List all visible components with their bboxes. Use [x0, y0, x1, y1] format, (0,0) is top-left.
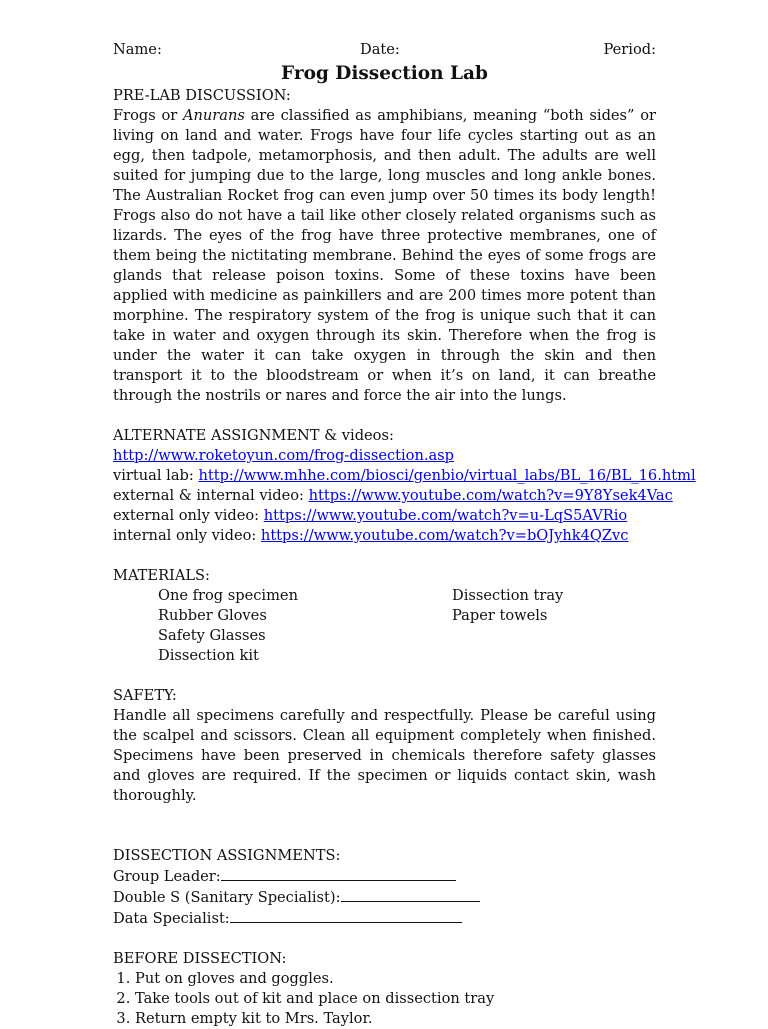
safety-paragraph: Handle all specimens carefully and respectfully. Please be careful using the scalpel and scissors. Clean all equipment completely when finished. Specimens have been preserved in chemicals therefore safety glasses and gloves are required. If the specimen or liquids contact skin, wash thoroughly.: [113, 707, 656, 804]
materials-column-2: [452, 586, 563, 626]
group-leader-label: Group Leader:: [113, 868, 221, 885]
safety-section: [113, 686, 656, 806]
prelab-heading: PRE-LAB DISCUSSION:: [113, 87, 291, 104]
materials-section: [113, 566, 656, 666]
data-specialist-blank[interactable]: [230, 908, 462, 923]
material-item: Paper towels: [452, 607, 548, 624]
ext-int-video-label: external & internal video:: [113, 487, 309, 504]
student-header: [113, 40, 656, 62]
ext-int-video-link[interactable]: https://www.youtube.com/watch?v=9Y8Ysek4Vac: [308, 487, 673, 504]
virtual-lab-link[interactable]: http://www.mhhe.com/biosci/genbio/virtual_labs/BL_16/BL_16.html: [198, 467, 696, 484]
material-item: Rubber Gloves: [158, 607, 267, 624]
before-section: [113, 949, 656, 1029]
list-item: 3. Return empty kit to Mrs. Taylor.: [135, 1009, 656, 1029]
list-item: 2. Take tools out of kit and place on dissection tray: [135, 989, 656, 1009]
material-item: Dissection tray: [452, 587, 564, 604]
name-label: Name:: [113, 41, 162, 58]
int-video-label: internal only video:: [113, 527, 261, 544]
materials-column-1: [158, 586, 298, 666]
prelab-section: [113, 86, 656, 406]
before-heading: BEFORE DISSECTION:: [113, 950, 287, 967]
double-s-blank[interactable]: [341, 887, 480, 902]
double-s-label: Double S (Sanitary Specialist):: [113, 889, 341, 906]
roketoyun-link[interactable]: http://www.roketoyun.com/frog-dissection.asp: [113, 447, 455, 464]
prelab-paragraph: [113, 106, 656, 406]
assignments-heading: DISSECTION ASSIGNMENTS:: [113, 847, 341, 864]
materials-heading: MATERIALS:: [113, 567, 210, 584]
date-label: Date:: [360, 41, 400, 58]
list-item: 1. Put on gloves and goggles.: [135, 969, 656, 989]
safety-heading: SAFETY:: [113, 687, 177, 704]
before-steps-list: [113, 969, 656, 1029]
page-title: Frog Dissection Lab: [281, 63, 488, 84]
assignments-section: [113, 846, 656, 929]
ext-video-label: external only video:: [113, 507, 264, 524]
prelab-body: are classified as amphibians, meaning “both sides” or living on land and water. Frogs have four life cycles starting out as an egg, then tadpole, metamorphosis, and then adult. The adults are well suited for jumping due to the large, long muscles and long ankle bones. The Australian Rocket frog can even jump over 50 times its body length! Frogs also do not have a tail like other closely related organisms such as lizards. The eyes of the frog have three protective membranes, one of them being the nictitating membrane. Behind the eyes of some frogs are glands that release poison toxins. Some of these toxins have been applied with medicine as painkillers and are 200 times more potent than morphine. The respiratory system of the frog is unique such that it can take in water and oxygen through its skin. Therefore when the frog is under the water it can take oxygen in through the skin and then transport it to the bloodstream or when it’s on land, it can breathe through the nostrils or nares and force the air into the lungs.: [113, 107, 656, 404]
period-label: Period:: [603, 41, 656, 58]
material-item: One frog specimen: [158, 587, 298, 604]
ext-video-link[interactable]: https://www.youtube.com/watch?v=u-LqS5AVRio: [263, 507, 628, 524]
document-page: [113, 40, 696, 1029]
prelab-intro-start: Frogs or: [113, 107, 183, 124]
group-leader-blank[interactable]: [221, 866, 456, 881]
virtual-lab-label: virtual lab:: [113, 467, 199, 484]
prelab-intro-italic: Anurans: [182, 107, 245, 124]
material-item: Safety Glasses: [158, 627, 266, 644]
alternate-heading: ALTERNATE ASSIGNMENT & videos:: [113, 427, 394, 444]
alternate-section: [113, 426, 696, 546]
data-specialist-label: Data Specialist:: [113, 910, 230, 927]
int-video-link[interactable]: https://www.youtube.com/watch?v=bOJyhk4QZvc: [260, 527, 629, 544]
materials-list: [113, 586, 656, 666]
material-item: Dissection kit: [158, 647, 259, 664]
